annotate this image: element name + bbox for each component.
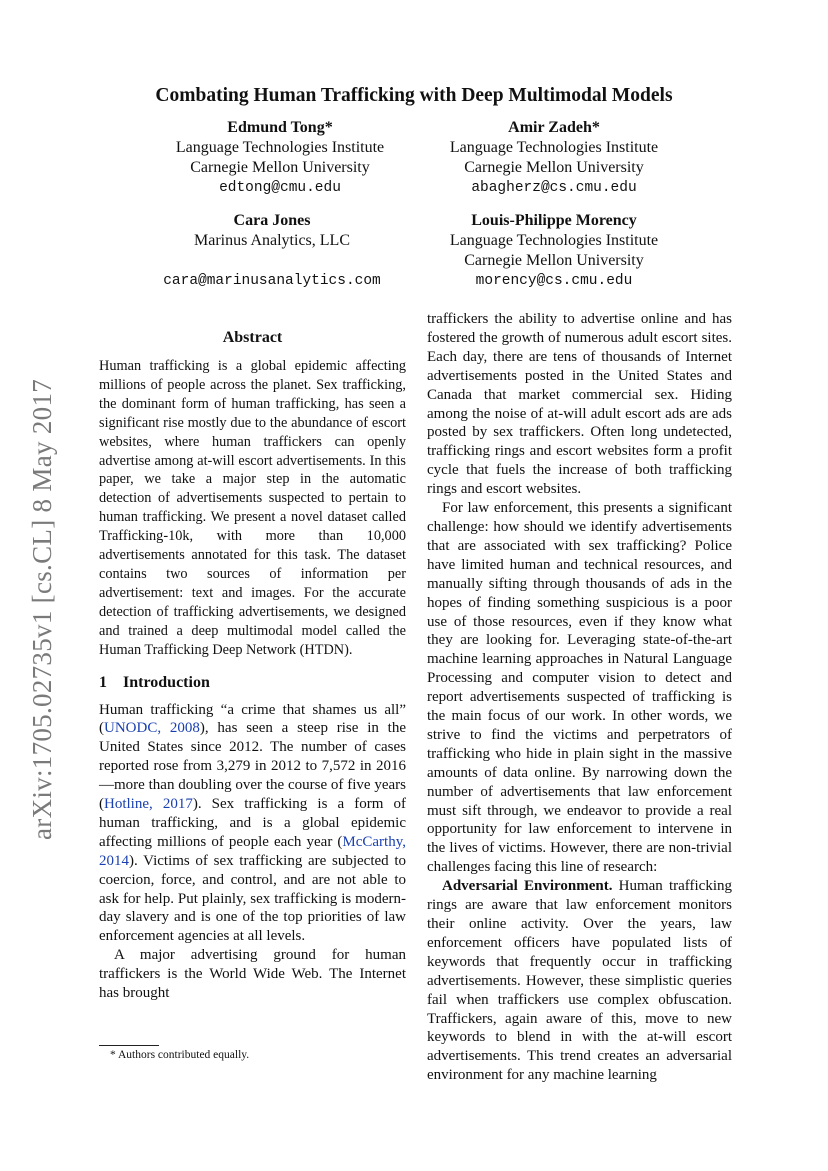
author-affiliation: Language Technologies Institute [449, 139, 659, 156]
author-affiliation: Carnegie Mellon University [190, 159, 370, 176]
text-run: ). Victims of sex trafficking are subjected to coercion, force, and control, and are not able to ask for help. Put plainly, sex trafficking is modern-day slavery and is one of the top priorities of law enforcement agencies at all levels. [99, 852, 406, 945]
intro-paragraph-continued: traffickers the ability to advertise online and has fostered the growth of numerous adult escort sites. Each day, there are tens of thousands of Internet advertisements posted in the United States and Canada that market commercial sex. Hiding among the noise of at-will adult escort ads are ads posted by sex traffickers. Often long undetected, trafficking rings and escort websites form a profit cycle that fuels the increase of both trafficking rings and escort websites. [427, 311, 732, 498]
abstract-text: Human trafficking is a global epidemic affecting millions of people across the planet. Sex trafficking, the dominant form of human trafficking, has seen a significant rise mostly due to the abundance of escort websites, where human traffickers can openly advertise among at-will escort advertisements. In this paper, we take a major step in the automatic detection of advertisements suspected to pertain to human trafficking. We present a novel dataset called Trafficking-10k, with more than 10,000 advertisements annotated for this task. The dataset contains two sources of information per advertisement: text and images. For the accurate detection of trafficking advertisements, we designed and trained a deep multimodal model called the Human Trafficking Deep Network (HTDN). [99, 358, 406, 658]
author-spacer [122, 251, 422, 271]
text-run: Human trafficking “a crime that shames us all” ( [99, 701, 406, 737]
author-block [122, 211, 422, 291]
author-affiliation: Language Technologies Institute [175, 139, 385, 156]
author-affiliation: Marinus Analytics, LLC [194, 232, 350, 249]
author-name: Edmund Tong* [227, 119, 333, 136]
paper-title: Combating Human Trafficking with Deep Multimodal Models [155, 85, 673, 106]
author-affiliation: Carnegie Mellon University [464, 252, 644, 269]
author-block [404, 118, 704, 198]
citation-link[interactable]: UNODC, 2008 [104, 720, 200, 737]
section-number: 1 [99, 673, 107, 691]
author-affiliation: Carnegie Mellon University [464, 159, 644, 176]
right-column [427, 310, 732, 1085]
citation-link[interactable]: McCarthy, 2014 [99, 833, 406, 869]
text-run: ), has seen a steep rise in the United States since 2012. The number of cases reported rose from 3,279 in 2012 to 7,572 in 2016—more than doubling over the course of five years ( [99, 720, 406, 813]
author-block [130, 118, 430, 198]
author-affiliation: Language Technologies Institute [449, 232, 659, 249]
section-heading [99, 673, 406, 693]
abstract-heading: Abstract [222, 329, 283, 346]
section-title: Introduction [123, 673, 210, 691]
author-email: abagherz@cs.cmu.edu [471, 180, 637, 196]
text-run: ). Sex trafficking is a form of human trafficking, and is a global epidemic affecting millions of people each year ( [99, 796, 406, 850]
footnote-rule [99, 1045, 159, 1046]
text-run: Human trafficking rings are aware that law enforcement monitors their online activity. Over the years, law enforcement officers have populated lists of keywords that frequently occur in trafficking advertisements. However, these simplistic queries fail when traffickers use complex obfuscation. Traffickers, again aware of this, move to new keywords to blend in with the at-will escort advertisements. This trend creates an adversarial environment for any machine learning [427, 878, 732, 1084]
arxiv-stamp: arXiv:1705.02735v1 [cs.CL] 8 May 2017 [27, 378, 57, 840]
citation-link[interactable]: Hotline, 2017 [104, 796, 193, 813]
author-email: cara@marinusanalytics.com [163, 273, 381, 289]
intro-paragraph: For law enforcement, this presents a significant challenge: how should we identify advertisements that are associated with sex trafficking? Police have limited human and technical resources, and manually sifting through thousands of ads in the hopes of finding something suspicious is a poor use of those resources, even if they know what they are looking for. Leveraging state-of-the-art machine learning approaches in Natural Language Processing and computer vision to detect and report advertisements suspected of trafficking is the main focus of our work. In other words, we strive to find the victims and perpetrators of trafficking who hide in plain sight in the massive amounts of data online. By narrowing down the number of advertisements that law enforcement must sift through, we endeavor to provide a real opportunity for law enforcement to intervene in the lives of victims. However, there are non-trivial challenges facing this line of research: [427, 500, 732, 876]
author-email: edtong@cmu.edu [219, 180, 341, 196]
left-column [99, 328, 406, 1003]
intro-paragraph [99, 701, 406, 947]
intro-paragraph: A major advertising ground for human traffickers is the World Wide Web. The Internet has brought [99, 947, 406, 1002]
author-name: Amir Zadeh* [508, 119, 600, 136]
author-name: Cara Jones [233, 212, 311, 229]
footnote: * Authors contributed equally. [110, 1049, 250, 1061]
author-block [404, 211, 704, 291]
author-name: Louis-Philippe Morency [471, 212, 637, 229]
run-in-heading: Adversarial Environment. [442, 878, 613, 895]
intro-paragraph [427, 877, 732, 1085]
author-email: morency@cs.cmu.edu [475, 273, 633, 289]
